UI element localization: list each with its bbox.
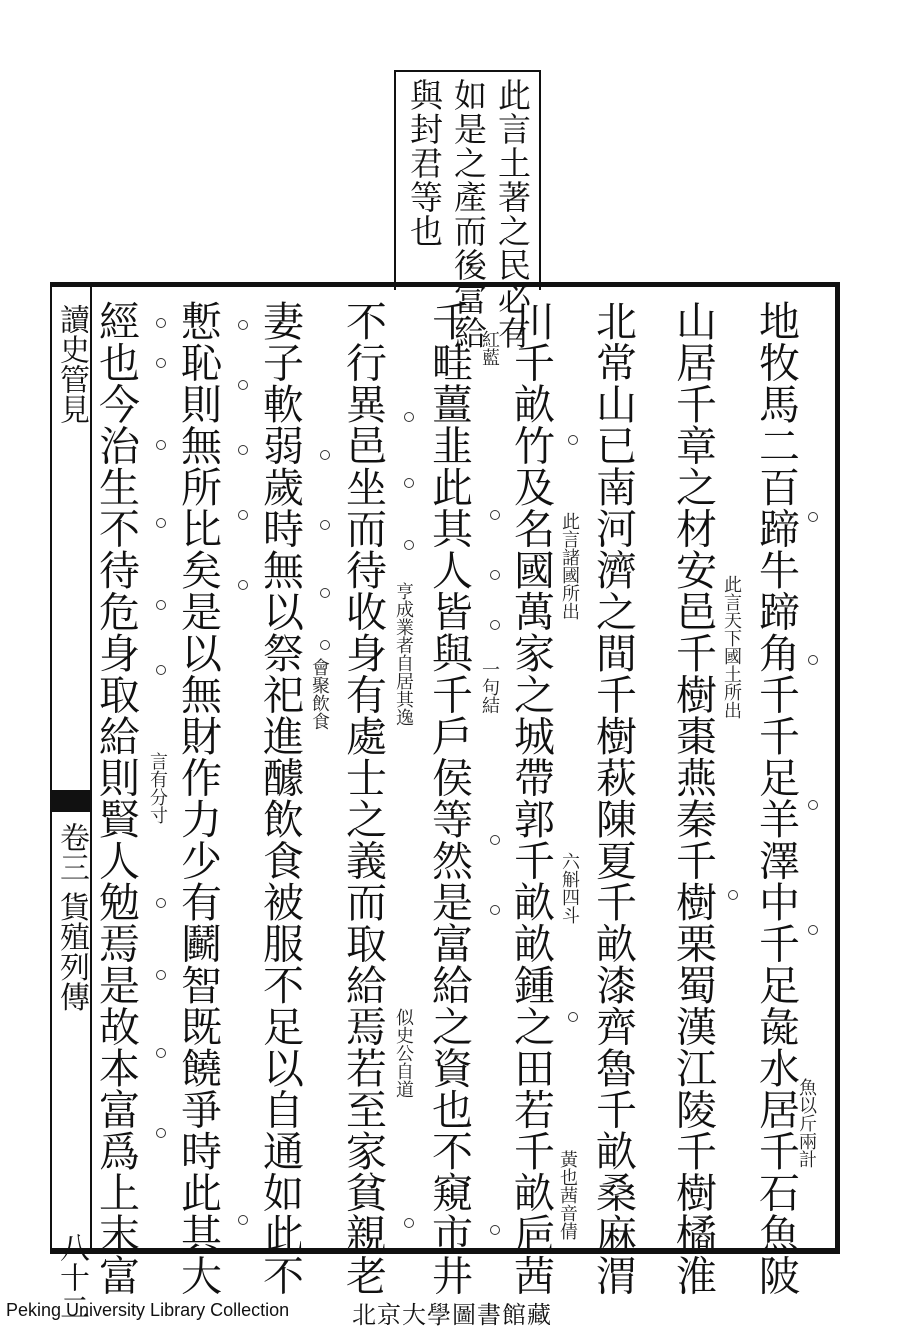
margin-note-column-3: 與封君等也	[405, 78, 444, 248]
punctuation-dot	[808, 800, 818, 810]
punctuation-dot	[490, 835, 500, 845]
annotation-safflower: 紅藍	[479, 330, 500, 366]
annotation-conclusion: 一句結	[479, 660, 500, 714]
punctuation-dot	[808, 655, 818, 665]
punctuation-dot	[156, 440, 166, 450]
punctuation-dot	[320, 450, 330, 460]
text-column-2: 山居千章之材安邑千樹棗燕秦千樹栗蜀漢江陵千樹橘淮	[669, 300, 717, 1296]
punctuation-dot	[238, 580, 248, 590]
annotation-measure: 六斛四斗	[559, 852, 580, 924]
text-column-9: 經也今治生不待危身取給則賢人勉焉是故本富爲上末富	[92, 300, 140, 1296]
punctuation-dot	[156, 600, 166, 610]
punctuation-dot	[238, 1215, 248, 1225]
punctuation-dot	[156, 665, 166, 675]
punctuation-dot	[156, 358, 166, 368]
text-column-4: 川千畝竹及名國萬家之城帶郭千畝畝鍾之田若千畝巵茜	[507, 300, 555, 1296]
punctuation-dot	[490, 1225, 500, 1235]
punctuation-dot	[404, 412, 414, 422]
chapter-title: 卷三 貨殖列傳	[54, 822, 89, 1012]
text-column-6: 不行異邑坐而待收身有處士之義而取給焉若至家貧親老	[339, 300, 387, 1296]
punctuation-dot	[238, 320, 248, 330]
punctuation-dot	[568, 435, 578, 445]
punctuation-dot	[320, 520, 330, 530]
collection-label-english: Peking University Library Collection	[6, 1300, 290, 1320]
fore-edge-gutter	[50, 282, 92, 1322]
text-column-3: 北常山已南河濟之間千樹萩陳夏千畝漆齊魯千畝桑麻渭	[589, 300, 637, 1296]
punctuation-dot	[808, 512, 818, 522]
punctuation-dot	[238, 510, 248, 520]
annotation-land-produce: 此言天下國土所出	[721, 575, 742, 719]
punctuation-dot	[404, 1218, 414, 1228]
punctuation-dot	[808, 925, 818, 935]
punctuation-dot	[156, 518, 166, 528]
punctuation-dot	[728, 890, 738, 900]
annotation-measure-words: 言有分寸	[147, 752, 168, 824]
punctuation-dot	[238, 445, 248, 455]
annotation-fish: 魚以斤兩計	[796, 1078, 817, 1168]
punctuation-dot	[156, 1128, 166, 1138]
punctuation-dot	[156, 970, 166, 980]
collection-label-chinese: 北京大學圖書館藏	[352, 1301, 552, 1329]
punctuation-dot	[320, 588, 330, 598]
margin-note-column-1: 此言土著之民必有	[493, 78, 532, 350]
punctuation-dot	[490, 510, 500, 520]
annotation-feast: 會聚飲食	[309, 658, 330, 730]
fish-tail-mark	[50, 790, 90, 812]
text-column-5: 千畦薑韭此其人皆與千戶侯等然是富給之資也不窺市井	[425, 300, 473, 1296]
margin-note-column-2: 如是之產而後富給	[449, 78, 488, 350]
punctuation-dot	[490, 570, 500, 580]
text-column-1: 地牧馬二百蹄牛蹄角千千足羊澤中千足彘水居千石魚陂	[752, 300, 800, 1296]
punctuation-dot	[238, 380, 248, 390]
punctuation-dot	[404, 478, 414, 488]
text-column-8: 慙恥則無所比矣是以無財作力少有鬬智既饒爭時此其大	[174, 300, 222, 1296]
page-number: 八十二	[54, 1232, 89, 1322]
punctuation-dot	[156, 318, 166, 328]
punctuation-dot	[156, 898, 166, 908]
annotation-self-reference: 似史公自道	[393, 1008, 414, 1098]
annotation-states-produce: 此言諸國所出	[559, 512, 580, 620]
annotation-madder: 黃也茜音倩	[557, 1150, 578, 1240]
collection-footer	[6, 1298, 896, 1329]
punctuation-dot	[320, 640, 330, 650]
text-column-7: 妻子軟弱歲時無以祭祀進醵飲食被服不足以自通如此不	[256, 300, 304, 1296]
punctuation-dot	[156, 1048, 166, 1058]
book-title: 讀史管見	[54, 304, 89, 424]
punctuation-dot	[490, 620, 500, 630]
punctuation-dot	[404, 540, 414, 550]
annotation-leisure: 亨成業者自居其逸	[393, 582, 414, 726]
punctuation-dot	[568, 1012, 578, 1022]
punctuation-dot	[490, 905, 500, 915]
